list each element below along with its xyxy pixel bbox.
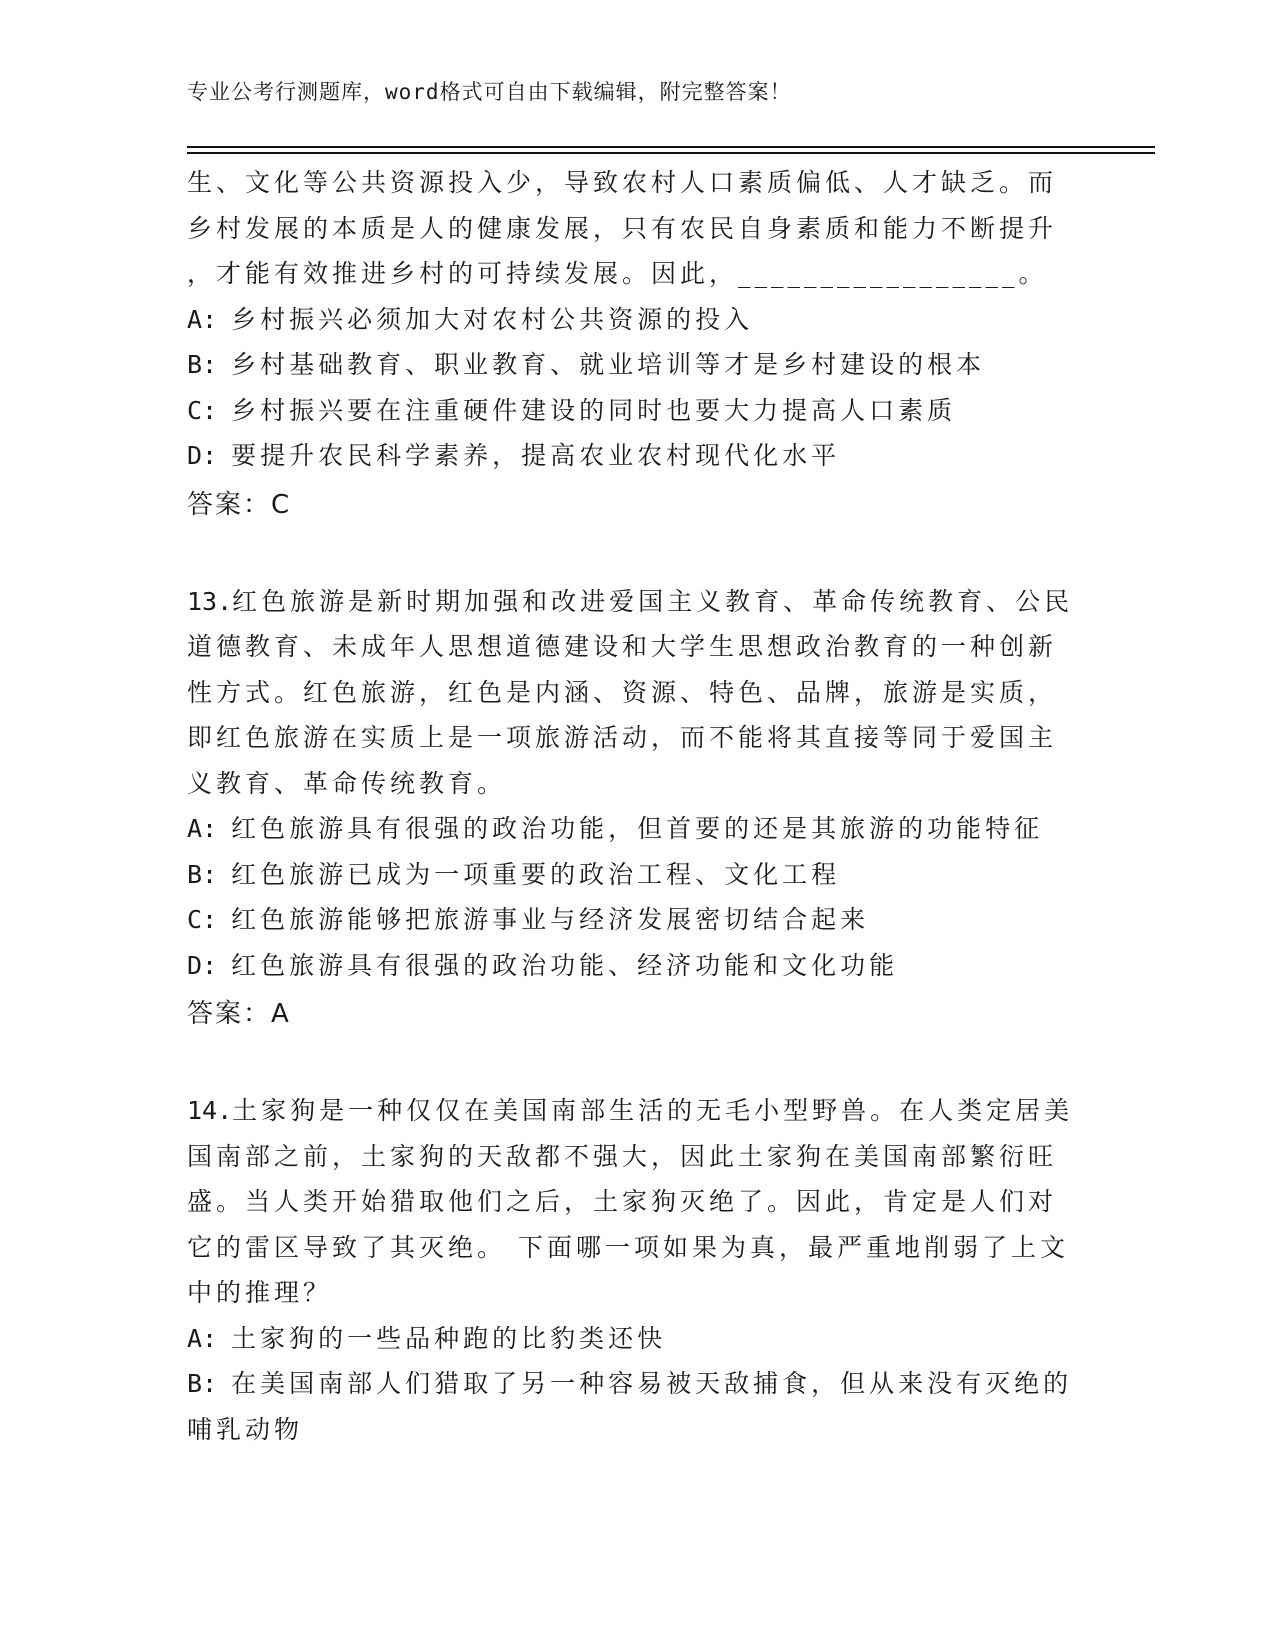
spacer	[187, 1040, 1087, 1088]
question-text-line: 生、文化等公共资源投入少，导致农村人口素质偏低、人才缺乏。而	[187, 168, 1058, 197]
question-14	[187, 1088, 1087, 1452]
question-text-line	[187, 579, 1087, 625]
option-text: 乡村基础教育、职业教育、就业培训等才是乡村建设的根本	[231, 350, 986, 379]
option-text: 红色旅游具有很强的政治功能，但首要的还是其旅游的功能特征	[231, 814, 1044, 843]
question-12	[187, 160, 1087, 531]
option-letter: A:	[187, 814, 218, 843]
option-text: 乡村振兴要在注重硬件建设的同时也要大力提高人口素质	[231, 395, 957, 425]
question-text-line: 国南部之前，土家狗的天敌都不强大，因此土家狗在美国南部繁衍旺	[187, 1141, 1058, 1171]
spacer	[187, 531, 1087, 579]
option-letter: A:	[187, 1323, 218, 1353]
option-letter: B:	[187, 859, 218, 889]
question-text-line: ，才能有效推进乡村的可持续发展。因此，_________________。	[187, 259, 1048, 288]
option-text: 土家狗的一些品种跑的比豹类还快	[231, 1323, 667, 1353]
question-text-line: 乡村发展的本质是人的健康发展，只有农民自身素质和能力不断提升	[187, 213, 1058, 243]
option-a	[187, 297, 1087, 343]
question-text-line: 道德教育、未成年人思想道德建设和大学生思想政治教育的一种创新	[187, 632, 1058, 661]
option-letter: B:	[187, 1369, 218, 1398]
question-text-line: 即红色旅游在实质上是一项旅游活动，而不能将其直接等同于爱国主	[187, 723, 1058, 752]
option-continuation: 哺乳动物	[187, 1414, 304, 1444]
option-letter: A:	[187, 304, 218, 334]
option-c	[187, 897, 1087, 943]
document-body	[187, 160, 1087, 1452]
header-rule-top	[187, 146, 1155, 148]
option-a	[187, 806, 1087, 852]
option-text: 红色旅游具有很强的政治功能、经济功能和文化功能	[231, 950, 899, 980]
answer-line: 答案：C	[187, 489, 292, 520]
option-d	[187, 943, 1087, 989]
question-text-line: 盛。当人类开始猎取他们之后，土家狗灭绝了。因此，肯定是人们对	[187, 1187, 1058, 1216]
option-c	[187, 388, 1087, 434]
option-text: 乡村振兴必须加大对农村公共资源的投入	[231, 304, 754, 334]
option-letter: B:	[187, 350, 218, 379]
header-rule-bottom	[187, 152, 1155, 154]
option-text: 红色旅游已成为一项重要的政治工程、文化工程	[231, 859, 841, 889]
question-text-line: 性方式。红色旅游，红色是内涵、资源、特色、品牌，旅游是实质，	[187, 677, 1058, 707]
question-13	[187, 579, 1087, 1041]
option-text: 要提升农民科学素养，提高农业农村现代化水平	[231, 441, 841, 470]
question-text: 红色旅游是新时期加强和改进爱国主义教育、革命传统教育、公民	[232, 586, 1074, 616]
question-text-line: 义教育、革命传统教育。	[187, 768, 507, 798]
question-text-line: 中的推理？	[187, 1278, 333, 1307]
question-text-line	[187, 1088, 1087, 1134]
option-b	[187, 342, 1087, 388]
option-b	[187, 852, 1087, 898]
option-letter: C:	[187, 395, 218, 425]
option-text: 红色旅游能够把旅游事业与经济发展密切结合起来	[231, 905, 870, 934]
question-number: 14.	[187, 1096, 233, 1125]
option-text: 在美国南部人们猎取了另一种容易被天敌捕食，但从来没有灭绝的	[231, 1369, 1073, 1398]
question-text-line: 它的雷区导致了其灭绝。 下面哪一项如果为真，最严重地削弱了上文	[187, 1232, 1069, 1262]
answer-line: 答案：A	[187, 999, 291, 1029]
option-letter: D:	[187, 950, 218, 980]
option-letter: D:	[187, 441, 218, 470]
question-text: 土家狗是一种仅仅在美国南部生活的无毛小型野兽。在人类定居美	[232, 1096, 1074, 1125]
page-header: 专业公考行测题库，word格式可自由下载编辑，附完整答案！	[187, 80, 792, 104]
option-b	[187, 1361, 1087, 1407]
option-a	[187, 1316, 1087, 1362]
question-number: 13.	[187, 586, 233, 616]
option-d	[187, 433, 1087, 479]
option-letter: C:	[187, 905, 218, 934]
